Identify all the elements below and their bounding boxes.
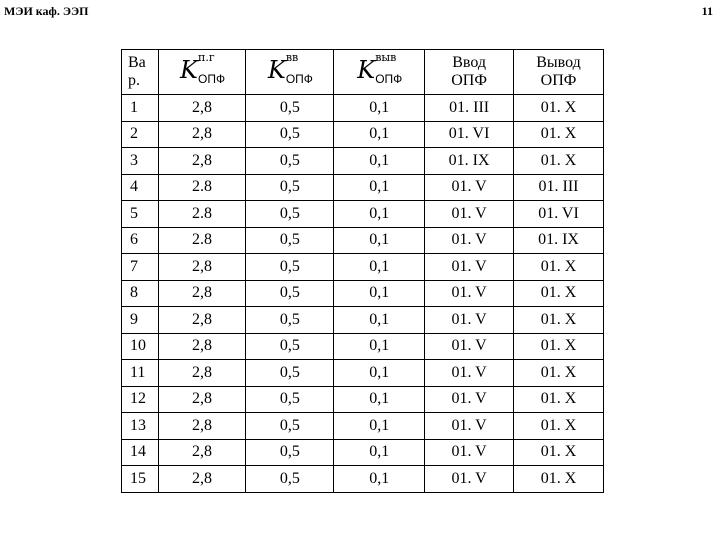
- page-number: 11: [701, 4, 713, 18]
- cell-k-vv: 0,5: [246, 439, 334, 466]
- table-row: [122, 148, 604, 175]
- header-k-pg: [158, 50, 246, 95]
- cell-k-vv: 0,5: [246, 121, 334, 148]
- cell-k-vv: 0,5: [246, 201, 334, 228]
- cell-k-vv: 0,5: [246, 280, 334, 307]
- table-row: [122, 386, 604, 413]
- cell-k-pg: 2,8: [158, 148, 246, 175]
- header-k-vyv: [334, 50, 425, 95]
- cell-output: 01. X: [514, 121, 604, 148]
- cell-output: 01. X: [514, 466, 604, 493]
- cell-output: 01. IX: [514, 227, 604, 254]
- cell-k-vyv: 0,1: [334, 466, 425, 493]
- cell-variant: 15: [122, 466, 159, 493]
- k-pg-base: K: [180, 55, 198, 84]
- k-pg-formula: [172, 52, 232, 88]
- cell-variant: 12: [122, 386, 159, 413]
- header-output: [514, 50, 604, 95]
- cell-variant: 8: [122, 280, 159, 307]
- cell-input: 01. V: [425, 227, 514, 254]
- cell-k-vv: 0,5: [246, 227, 334, 254]
- cell-output: 01. III: [514, 174, 604, 201]
- header-input-line2: ОПФ: [451, 72, 487, 89]
- k-pg-subscript: ОПФ: [198, 71, 226, 86]
- cell-variant: 13: [122, 413, 159, 440]
- cell-variant: 11: [122, 360, 159, 387]
- header-department: МЭИ каф. ЭЭП: [4, 4, 89, 18]
- cell-k-vyv: 0,1: [334, 254, 425, 281]
- cell-input: 01. IX: [425, 148, 514, 175]
- cell-k-pg: 2,8: [158, 95, 246, 122]
- cell-k-vv: 0,5: [246, 95, 334, 122]
- table-row: [122, 121, 604, 148]
- cell-output: 01. X: [514, 307, 604, 334]
- cell-variant: 7: [122, 254, 159, 281]
- cell-output: 01. X: [514, 360, 604, 387]
- cell-k-vv: 0,5: [246, 360, 334, 387]
- cell-output: 01. X: [514, 95, 604, 122]
- cell-k-vv: 0,5: [246, 413, 334, 440]
- cell-output: 01. X: [514, 386, 604, 413]
- table-row: [122, 360, 604, 387]
- header-input: [425, 50, 514, 95]
- table-row: [122, 280, 604, 307]
- cell-k-pg: 2,8: [158, 254, 246, 281]
- cell-k-pg: 2,8: [158, 439, 246, 466]
- cell-k-pg: 2,8: [158, 386, 246, 413]
- cell-k-vyv: 0,1: [334, 333, 425, 360]
- header-variant-line1: Ва: [128, 54, 146, 71]
- table-row: [122, 254, 604, 281]
- cell-k-vv: 0,5: [246, 466, 334, 493]
- cell-k-pg: 2.8: [158, 227, 246, 254]
- cell-k-vv: 0,5: [246, 254, 334, 281]
- k-vv-base: K: [267, 55, 286, 84]
- variants-table: [121, 49, 604, 493]
- cell-input: 01. V: [425, 174, 514, 201]
- cell-variant: 3: [122, 148, 159, 175]
- cell-variant: 10: [122, 333, 159, 360]
- k-vyv-subscript: ОПФ: [375, 71, 403, 86]
- cell-output: 01. X: [514, 148, 604, 175]
- cell-k-vyv: 0,1: [334, 148, 425, 175]
- header-variant: [122, 50, 159, 95]
- cell-input: 01. V: [425, 333, 514, 360]
- header-variant-line2: р.: [128, 72, 140, 89]
- table-row: [122, 307, 604, 334]
- cell-input: 01. V: [425, 307, 514, 334]
- header-output-line1: Вывод: [536, 54, 581, 71]
- cell-k-pg: 2,8: [158, 360, 246, 387]
- cell-input: 01. V: [425, 386, 514, 413]
- table-row: [122, 174, 604, 201]
- table-header-row: [122, 50, 604, 95]
- cell-variant: 9: [122, 307, 159, 334]
- cell-k-vyv: 0,1: [334, 201, 425, 228]
- cell-k-vyv: 0,1: [334, 174, 425, 201]
- header-input-line1: Ввод: [452, 54, 486, 71]
- table-row: [122, 413, 604, 440]
- cell-variant: 14: [122, 439, 159, 466]
- table-row: [122, 227, 604, 254]
- cell-output: 01. X: [514, 413, 604, 440]
- cell-variant: 1: [122, 95, 159, 122]
- cell-k-vyv: 0,1: [334, 307, 425, 334]
- k-vyv-superscript: выв: [375, 50, 397, 64]
- cell-k-pg: 2.8: [158, 201, 246, 228]
- cell-k-vyv: 0,1: [334, 413, 425, 440]
- cell-k-vv: 0,5: [246, 307, 334, 334]
- cell-k-vv: 0,5: [246, 148, 334, 175]
- k-pg-superscript: п.г: [198, 50, 215, 64]
- table-head: [122, 50, 604, 95]
- cell-k-pg: 2,8: [158, 121, 246, 148]
- cell-variant: 2: [122, 121, 159, 148]
- k-vyv-formula: [349, 52, 409, 88]
- cell-k-pg: 2,8: [158, 280, 246, 307]
- table-row: [122, 466, 604, 493]
- table-row: [122, 201, 604, 228]
- cell-output: 01. X: [514, 333, 604, 360]
- cell-k-vv: 0,5: [246, 174, 334, 201]
- cell-k-pg: 2,8: [158, 307, 246, 334]
- header-k-vv: [246, 50, 334, 95]
- cell-input: 01. V: [425, 466, 514, 493]
- cell-input: 01. V: [425, 254, 514, 281]
- cell-input: 01. III: [425, 95, 514, 122]
- header-output-line2: ОПФ: [540, 72, 577, 89]
- cell-k-vyv: 0,1: [334, 95, 425, 122]
- cell-output: 01. X: [514, 254, 604, 281]
- table-body: [122, 95, 604, 493]
- cell-k-pg: 2,8: [158, 413, 246, 440]
- cell-k-vyv: 0,1: [334, 280, 425, 307]
- cell-k-vyv: 0,1: [334, 360, 425, 387]
- cell-k-pg: 2,8: [158, 466, 246, 493]
- cell-k-pg: 2.8: [158, 174, 246, 201]
- cell-k-vyv: 0,1: [334, 121, 425, 148]
- cell-k-pg: 2,8: [158, 333, 246, 360]
- cell-output: 01. X: [514, 439, 604, 466]
- cell-output: 01. X: [514, 280, 604, 307]
- cell-input: 01. V: [425, 360, 514, 387]
- table-row: [122, 333, 604, 360]
- cell-k-vyv: 0,1: [334, 439, 425, 466]
- cell-k-vv: 0,5: [246, 333, 334, 360]
- cell-variant: 5: [122, 201, 159, 228]
- table-row: [122, 439, 604, 466]
- cell-input: 01. V: [425, 439, 514, 466]
- table-row: [122, 95, 604, 122]
- cell-variant: 6: [122, 227, 159, 254]
- k-vv-formula: [260, 52, 320, 88]
- cell-input: 01. V: [425, 201, 514, 228]
- cell-k-vyv: 0,1: [334, 227, 425, 254]
- cell-k-vv: 0,5: [246, 386, 334, 413]
- cell-input: 01. V: [425, 280, 514, 307]
- cell-input: 01. VI: [425, 121, 514, 148]
- k-vv-superscript: вв: [285, 50, 299, 64]
- k-vv-subscript: ОПФ: [285, 71, 313, 86]
- cell-output: 01. VI: [514, 201, 604, 228]
- k-vyv-base: K: [357, 55, 376, 84]
- cell-k-vyv: 0,1: [334, 386, 425, 413]
- cell-variant: 4: [122, 174, 159, 201]
- cell-input: 01. V: [425, 413, 514, 440]
